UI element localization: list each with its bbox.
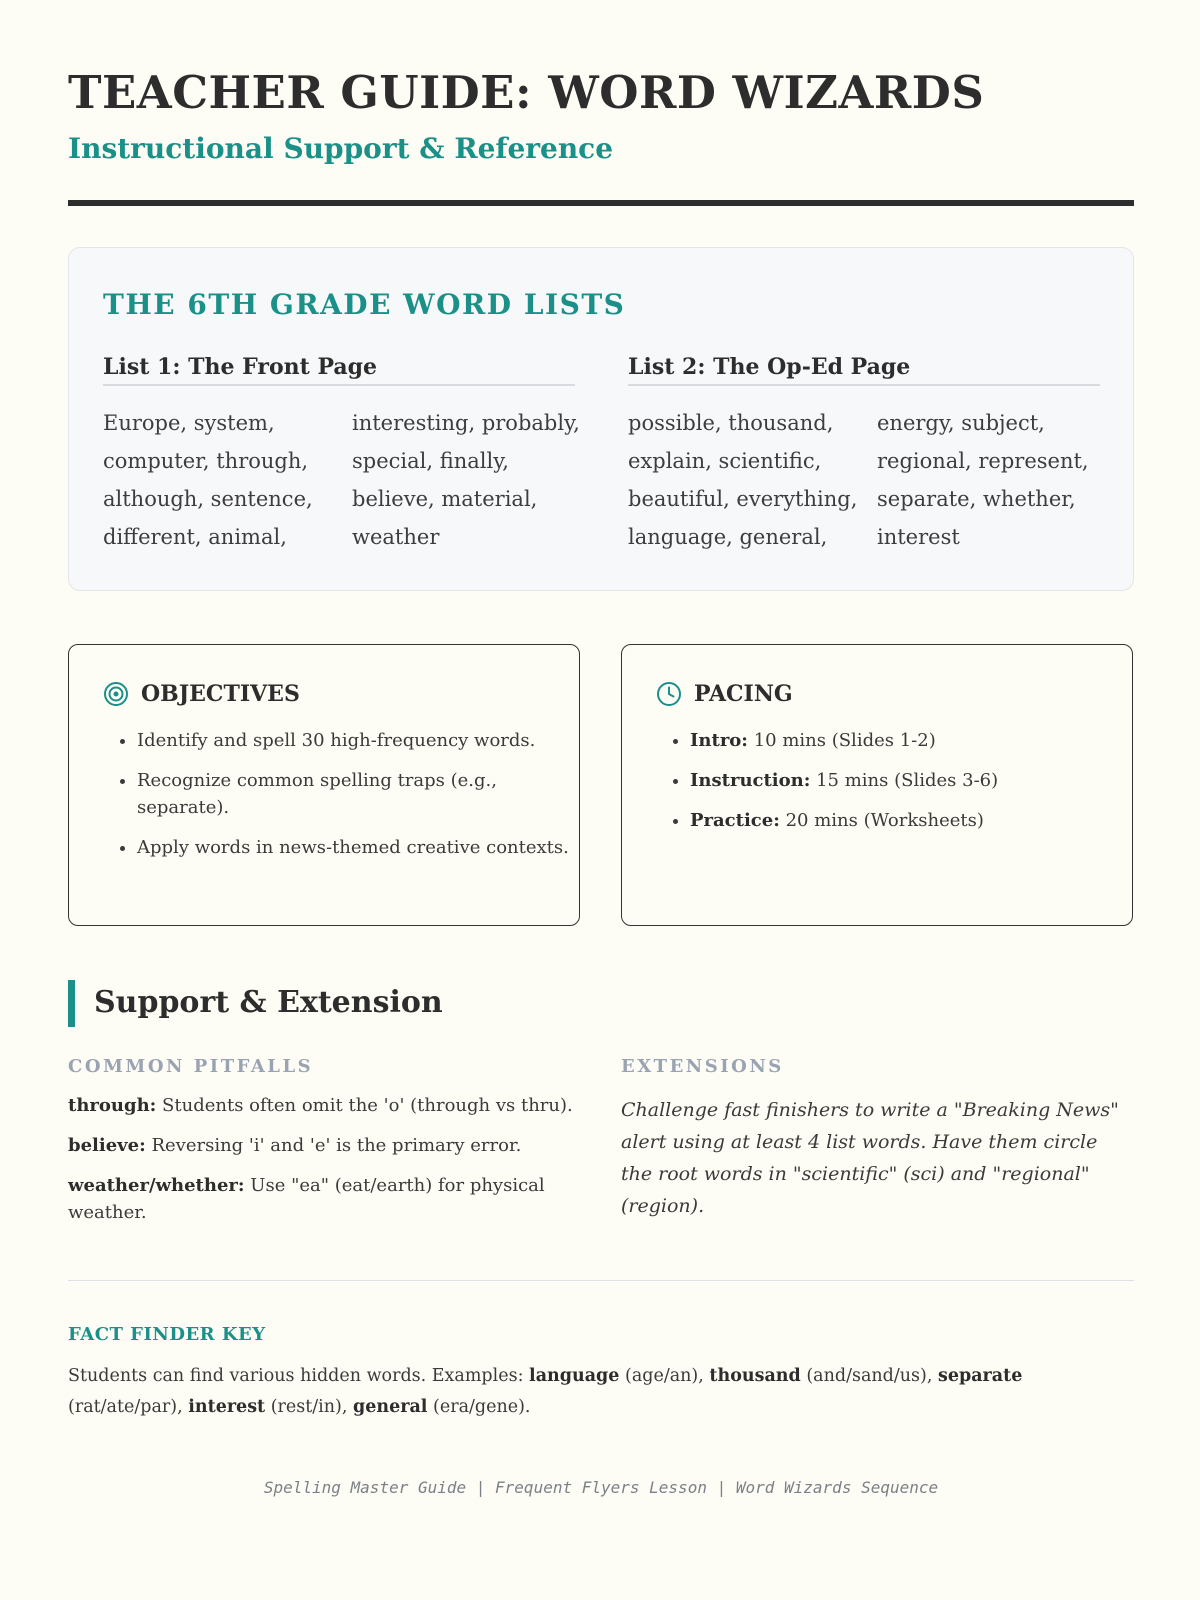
support-section-title: Support & Extension [94, 985, 443, 1020]
fact-finder-text [68, 1361, 1134, 1423]
page-title: TEACHER GUIDE: WORD WIZARDS [68, 66, 985, 119]
extensions-label: EXTENSIONS [621, 1056, 784, 1077]
word-list-title: List 1: The Front Page [103, 354, 575, 386]
objectives-box [68, 644, 580, 926]
pitfall-item [68, 1132, 573, 1159]
fact-finder-word: interest [188, 1397, 266, 1417]
objective-item: • Apply words in news-themed creative contexts. [137, 834, 577, 861]
pacing-text: 10 mins (Slides 1-2) [753, 730, 936, 751]
pacing-item [690, 727, 1130, 754]
pitfall-text: Use "ea" (eat/earth) for physical weather. [68, 1175, 545, 1223]
pacing-list [656, 727, 1130, 847]
word-list-2 [628, 354, 1100, 554]
objectives-list [103, 727, 577, 874]
pacing-item [690, 807, 1130, 834]
word-column [103, 404, 313, 556]
pacing-text: 20 mins (Worksheets) [785, 810, 984, 831]
fact-finder-word: thousand [709, 1366, 801, 1386]
word-line: possible, thousand, [628, 411, 834, 435]
fact-finder-intro: Students can find various hidden words. Examples: [68, 1366, 524, 1386]
page-footer: Spelling Master Guide | Frequent Flyers Lesson | Word Wizards Sequence [263, 1478, 939, 1497]
word-line: separate, whether, [877, 487, 1076, 511]
pitfalls-label: COMMON PITFALLS [68, 1056, 314, 1077]
objectives-header [103, 681, 300, 707]
header-divider [68, 200, 1134, 206]
word-line: interest [877, 525, 960, 549]
target-icon [103, 681, 129, 707]
pitfall-text: Reversing 'i' and 'e' is the primary error. [151, 1135, 522, 1156]
pacing-label: Practice: [690, 810, 780, 831]
word-column [352, 404, 580, 556]
pitfall-item [68, 1172, 573, 1226]
fact-finder-word: language [529, 1366, 620, 1386]
word-line: believe, material, [352, 487, 538, 511]
fact-finder-word: separate [937, 1366, 1023, 1386]
word-line: interesting, probably, [352, 411, 580, 435]
pacing-box [621, 644, 1133, 926]
pitfall-text: Students often omit the 'o' (through vs thru). [162, 1095, 573, 1116]
word-list-title: List 2: The Op-Ed Page [628, 354, 1100, 386]
pacing-text: 15 mins (Slides 3-6) [816, 770, 999, 791]
pitfall-item [68, 1092, 573, 1119]
word-line: computer, through, [103, 449, 309, 473]
word-list-1 [103, 354, 580, 554]
pacing-header [656, 681, 793, 707]
fact-finder-title: FACT FINDER KEY [68, 1324, 266, 1345]
pacing-label: Intro: [690, 730, 748, 751]
fact-finder-hint: (age/an), [625, 1366, 704, 1386]
word-lists-heading: THE 6TH GRADE WORD LISTS [103, 288, 626, 321]
word-line: beautiful, everything, [628, 487, 858, 511]
pacing-label: Instruction: [690, 770, 811, 791]
fact-finder-word: general [353, 1397, 428, 1417]
extensions-text: Challenge fast finishers to write a "Breaking News" alert using at least 4 list words. Have them circle the root words in "scientific" (sci) and "regional" (region). [621, 1099, 1119, 1217]
page-subtitle: Instructional Support & Reference [68, 132, 614, 165]
word-line: energy, subject, [877, 411, 1045, 435]
fact-finder-hint: (era/gene). [433, 1397, 531, 1417]
clock-icon [656, 681, 682, 707]
word-column [628, 404, 857, 556]
word-line: different, animal, [103, 525, 287, 549]
fact-finder-hint: (rest/in), [270, 1397, 348, 1417]
word-line: special, finally, [352, 449, 509, 473]
pitfall-word: through: [68, 1095, 157, 1116]
word-line: weather [352, 525, 440, 549]
word-lists-card [68, 247, 1134, 591]
pacing-title: PACING [694, 681, 793, 707]
word-line: Europe, system, [103, 411, 275, 435]
section-divider [68, 1280, 1134, 1281]
pitfall-word: weather/whether: [68, 1175, 245, 1196]
word-line: language, general, [628, 525, 828, 549]
fact-finder-hint: (and/sand/us), [806, 1366, 933, 1386]
pitfall-word: believe: [68, 1135, 146, 1156]
objective-item: • Identify and spell 30 high-frequency words. [137, 727, 577, 754]
fact-finder-hint: (rat/ate/par), [68, 1397, 183, 1417]
pacing-item [690, 767, 1130, 794]
word-line: regional, represent, [877, 449, 1089, 473]
word-line: explain, scientific, [628, 449, 822, 473]
section-accent-bar [68, 980, 75, 1027]
objectives-title: OBJECTIVES [141, 681, 300, 707]
word-column [877, 404, 1089, 556]
objective-item: • Recognize common spelling traps (e.g., separate). [137, 767, 577, 821]
pitfalls-list [68, 1092, 573, 1239]
word-line: although, sentence, [103, 487, 313, 511]
